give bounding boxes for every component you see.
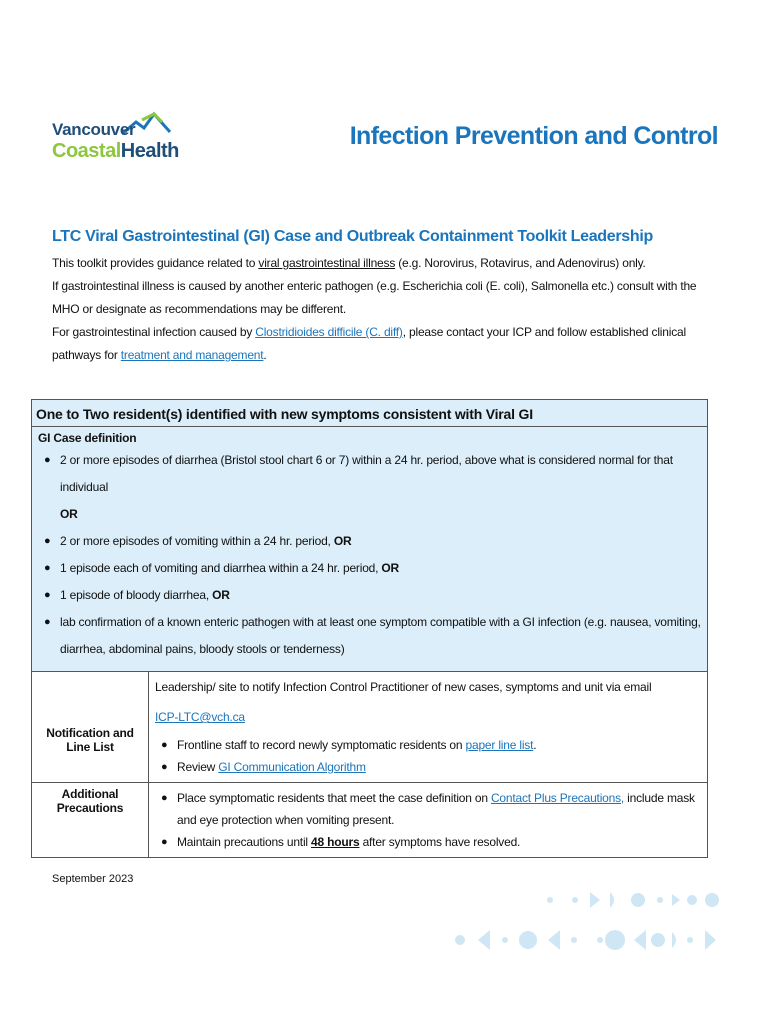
decorative-dots-icon (450, 880, 725, 960)
c-diff-link[interactable]: Clostridioides difficile (C. diff) (255, 325, 403, 339)
notification-cell (149, 672, 708, 783)
vch-logo (52, 110, 182, 170)
intro-paragraph-2: If gastrointestinal illness is caused by another enteric pathogen (e.g. Escherichia coli (E. coli), Salmonella etc.) consult with the MHO or designate as recommendations may be different. (52, 279, 697, 316)
notification-list (155, 734, 701, 778)
treatment-management-link[interactable]: treatment and management (120, 348, 264, 362)
case-item: ● 2 or more episodes of vomiting within a 24 hr. period, OR (44, 534, 352, 548)
precautions-label: Additional Precautions (32, 783, 149, 858)
containment-table (31, 399, 708, 858)
viral-gi-link[interactable]: viral gastrointestinal illness (258, 256, 396, 270)
toolkit-title: LTC Viral Gastrointestinal (GI) Case and Outbreak Containment Toolkit Leadership (52, 228, 653, 245)
case-item: ● lab confirmation of a known enteric pathogen with at least one symptom compatible with a GI infection (e.g. nausea, vomiting, diarrhea, abdominal pains, bloody stools or tenderness) (44, 615, 701, 656)
precaution-item: ● Place symptomatic residents that meet the case definition on Contact Plus Precautions, include mask and eye protection when vomiting present. (161, 791, 695, 827)
case-definition (32, 427, 707, 671)
case-band (32, 400, 708, 672)
logo-line1: Vancouver (52, 120, 136, 139)
paper-line-list-link[interactable]: paper line list (465, 738, 534, 752)
band-title: One to Two resident(s) identified with new symptoms consistent with Viral GI (32, 400, 707, 427)
case-item: ● 1 episode each of vomiting and diarrhea within a 24 hr. period, OR (44, 561, 400, 575)
page-header-title: Infection Prevention and Control (349, 122, 718, 150)
precautions-list (155, 787, 701, 853)
precautions-cell (149, 783, 708, 858)
case-item: ● 2 or more episodes of diarrhea (Bristol stool chart 6 or 7) within a 24 hr. period, above what is considered normal for that individual OR (44, 453, 673, 521)
gi-algorithm-link[interactable]: GI Communication Algorithm (218, 760, 366, 774)
contact-plus-link[interactable]: Contact Plus Precautions, (490, 791, 625, 805)
intro-paragraph-1: This toolkit provides guidance related to viral gastrointestinal illness (e.g. Norovirus, Rotavirus, and Adenovirus) only. (52, 256, 646, 270)
logo-line2: CoastalHealth (52, 140, 179, 162)
notification-text: Leadership/ site to notify Infection Control Practitioner of new cases, symptoms and unit via email (155, 680, 652, 694)
icp-email-link[interactable]: ICP-LTC@vch.ca (155, 710, 245, 724)
case-item: ● 1 episode of bloody diarrhea, OR (44, 588, 230, 602)
notification-item: ● Frontline staff to record newly symptomatic residents on paper line list. (161, 738, 537, 752)
footer-date: September 2023 (52, 873, 134, 885)
notification-item: ● Review GI Communication Algorithm (161, 760, 366, 774)
notification-label: Notification and Line List (32, 672, 149, 783)
intro-paragraph-3: For gastrointestinal infection caused by Clostridioides difficile (C. diff), please contact your ICP and follow established clinical pathways for treatment and management. (52, 325, 686, 362)
intro-section (52, 228, 717, 367)
case-definition-title: GI Case definition (38, 431, 137, 445)
case-definition-list (38, 447, 701, 663)
precaution-item: ● Maintain precautions until 48 hours after symptoms have resolved. (161, 835, 521, 849)
